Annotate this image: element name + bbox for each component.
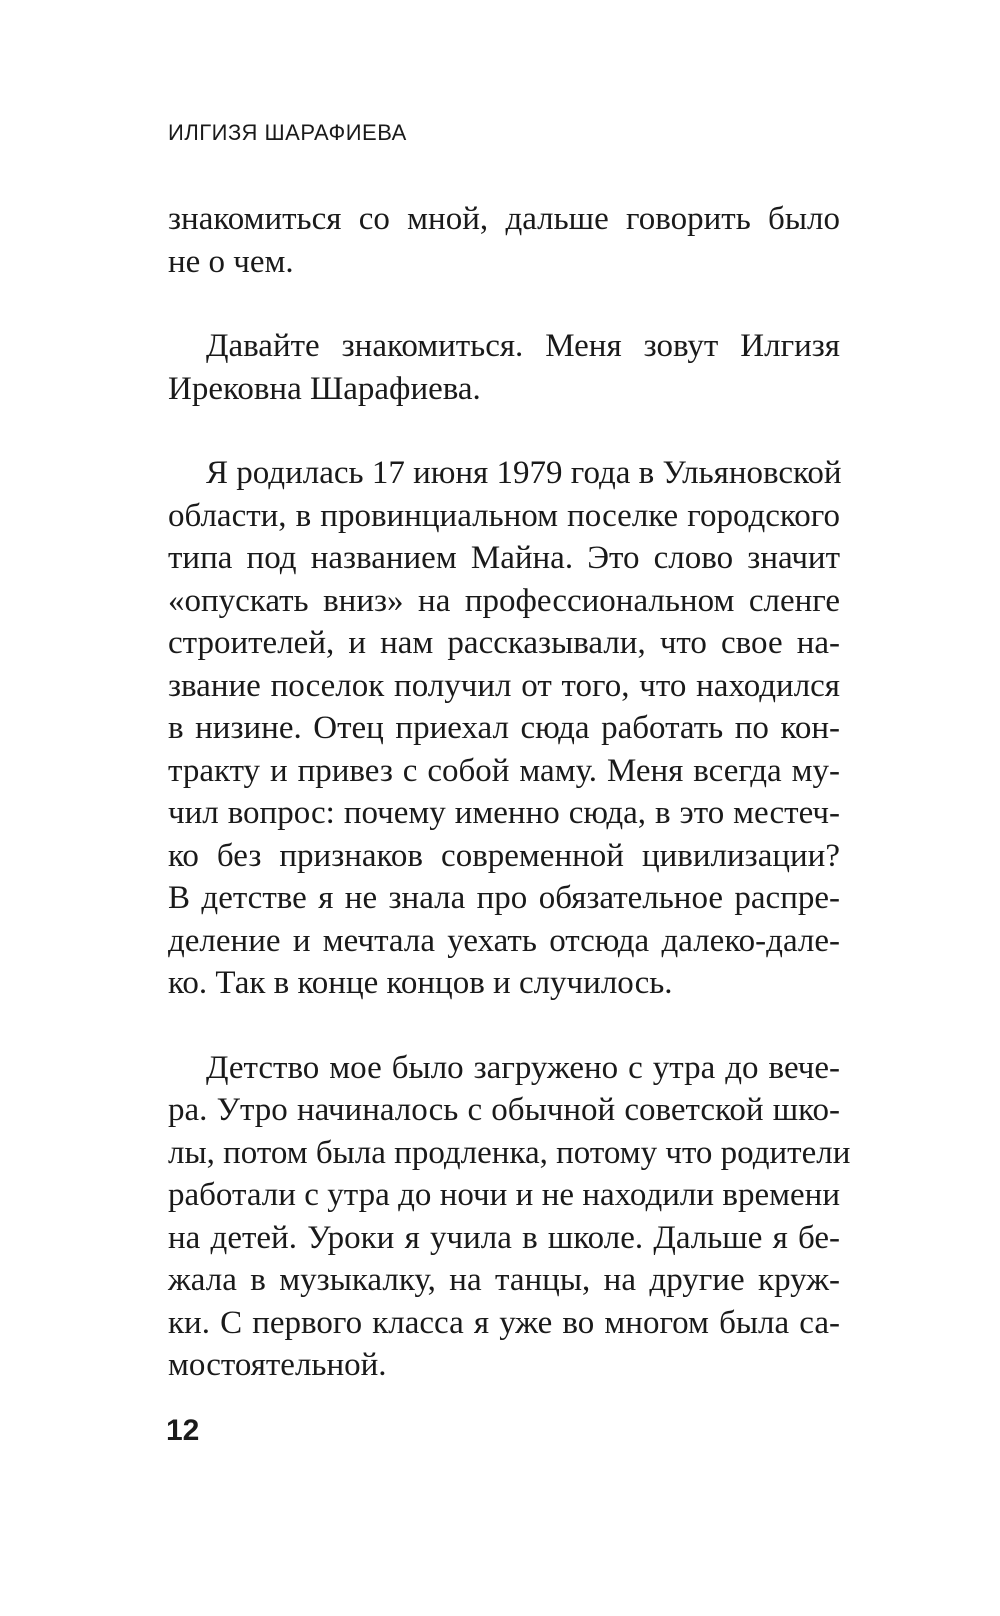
text-line: ки. С первого класса я уже во многом была са- xyxy=(168,1304,840,1341)
text-line: Детство мое было загружено с утра до вече- xyxy=(206,1049,840,1086)
paragraph-childhood xyxy=(168,1047,851,1387)
text-line: деление и мечтала уехать отсюда далеко-дале- xyxy=(168,922,840,959)
text-line: мостоятельной. xyxy=(168,1347,387,1383)
page-number: 12 xyxy=(166,1414,200,1447)
text-line: Я родилась 17 июня 1979 года в Ульяновской xyxy=(206,455,842,491)
paragraph-birth xyxy=(168,452,840,1005)
text-line: ко без признаков современной цивилизации? xyxy=(168,837,840,874)
text-line: знакомиться со мной, дальше говорить было xyxy=(168,201,840,237)
text-line: лы, потом была продленка, потому что родители xyxy=(168,1134,851,1171)
text-line: звание поселок получил от того, что находился xyxy=(168,667,840,704)
running-head: ИЛГИЗЯ ШАРАФИЕВА xyxy=(168,120,407,145)
text-line: в низине. Отец приехал сюда работать по кон- xyxy=(168,710,840,746)
text-line: жала в музыкалку, на танцы, на другие круж- xyxy=(168,1262,840,1298)
paragraph-continuation xyxy=(168,198,840,283)
text-line: ра. Утро начиналось с обычной советской шко- xyxy=(168,1092,840,1128)
text-line: тракту и привез с собой маму. Меня всегда му- xyxy=(168,752,840,789)
text-line: не о чем. xyxy=(168,243,294,280)
text-line: области, в провинциальном поселке городского xyxy=(168,497,840,534)
text-line: В детстве я не знала про обязательное распре- xyxy=(168,880,840,916)
text-line: на детей. Уроки я учила в школе. Дальше я бе- xyxy=(168,1219,840,1256)
paragraph-introduction xyxy=(168,325,840,410)
text-line: ко. Так в конце концов и случилось. xyxy=(168,965,673,1001)
text-line: строителей, и нам рассказывали, что свое на- xyxy=(168,625,840,661)
text-line: типа под названием Майна. Это слово значит xyxy=(168,540,840,576)
text-line: Давайте знакомиться. Меня зовут Илгизя xyxy=(206,328,840,364)
text-line: Ирековна Шарафиева. xyxy=(168,370,481,407)
text-line: чил вопрос: почему именно сюда, в это местеч- xyxy=(168,795,840,831)
text-line: работали с утра до ночи и не находили времени xyxy=(168,1177,840,1213)
text-line: «опускать вниз» на профессиональном сленге xyxy=(168,582,840,619)
body-text xyxy=(168,198,851,1429)
